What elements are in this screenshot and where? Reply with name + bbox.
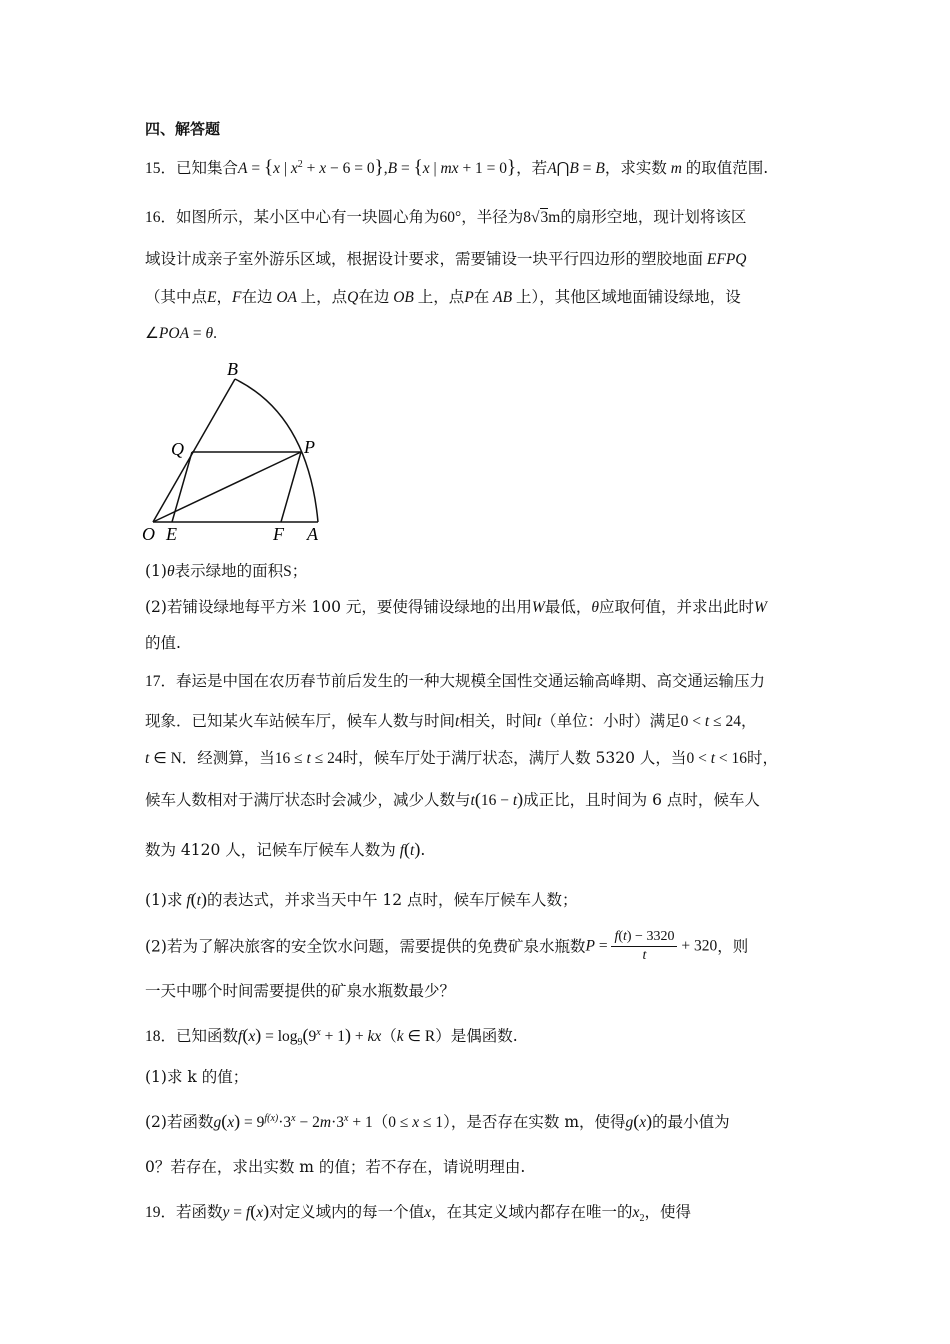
question-17-line-2: 现象．已知某火车站候车厅，候车人数与时间t相关，时间t（单位：小时）满足0 < t ≤ 24， — [145, 712, 757, 730]
question-17-part-1: (1)求 f(t)的表达式，并求当天中午 12 点时，候车厅候车人数； — [145, 889, 578, 909]
question-number: 17． — [145, 673, 177, 690]
question-16-part-1: (1)θ表示绿地的面积S； — [145, 562, 308, 580]
question-18-part-1: (1)求 k 的值； — [145, 1068, 249, 1086]
question-17-part-2-cont: 一天中哪个时间需要提供的矿泉水瓶数最少？ — [145, 982, 456, 1000]
question-15: 15．已知集合A = {x | $x^2 + x - 6 = 0\},B = \{x$ | mx + 1 = 0}，若A⋂B = B，求实数 m 的取值范围. — [145, 157, 769, 178]
label-f: F — [273, 524, 284, 544]
question-number: 18． — [145, 1028, 177, 1045]
question-16-line-4: ∠POA = θ. — [145, 325, 218, 342]
question-16-line-1: 16．如图所示，某小区中心有一块圆心角为60°，半径为8√3m的扇形空地，现计划将该区 — [145, 208, 747, 226]
segment-op — [153, 452, 301, 522]
segment-ob — [153, 379, 235, 522]
question-17-line-1: 17．春运是中国在农历春节前后发生的一种大规模全国性交通运输高峰期、高交通运输压力 — [145, 672, 766, 690]
question-16-line-2: 域设计成亲子室外游乐区域，根据设计要求，需要铺设一块平行四边形的塑胶地面 EFPQ — [145, 250, 747, 268]
question-16-part-2: (2)若铺设绿地每平方米 100 元，要使得铺设绿地的出用W最低，θ应取何值，并求出此时W — [145, 598, 767, 616]
question-17-line-3: t ∈ N．经测算，当16 ≤ t ≤ 24时，候车厅处于满厅状态，满厅人数 5320 人，当0 < t < 16时， — [145, 749, 779, 767]
question-17-line-5: 数为 4120 人，记候车厅候车人数为 f(t). — [145, 839, 426, 859]
label-q: Q — [171, 439, 184, 459]
question-number: 19． — [145, 1204, 177, 1221]
question-17-line-4: 候车人数相对于满厅状态时会减少，减少人数与t(16 − t)成正比，且时间为 6 点时，候车人 — [145, 789, 760, 809]
question-18-part-2-cont: 0？若存在，求出实数 m 的值；若不存在，请说明理由. — [145, 1158, 526, 1176]
question-17-part-2: (2)若为了解决旅客的安全饮水问题，需要提供的免费矿泉水瓶数P = $\frac{f(t) - 3320}{t}$ + 320，则 — [145, 929, 749, 963]
label-p: P — [304, 437, 315, 457]
question-number: 15． — [145, 160, 177, 177]
label-a: A — [307, 524, 318, 544]
question-18-part-2: (2)若函数$g(x) = 9^{f(x)}\cdot 3^x - 2m\cdot 3^x + 1(0 \le x \le 1)$，是否存在实数 m，使得g(x)的最小值为 — [145, 1111, 730, 1131]
question-18-line-1: 18．已知函数$f(x) = \log_9(9^x + 1) + kx(k$ ∈ R）是偶函数. — [145, 1025, 518, 1049]
fraction-p: $\frac{f(t) - 3320}{t}$ — [611, 928, 677, 965]
question-16-part-2-cont: 的值. — [145, 634, 181, 652]
question-19-line-1: 19．若函数y = f(x)对定义域内的每一个值x，在其定义域内都存在唯一的$x_2$，使得 — [145, 1201, 691, 1225]
question-number: 16． — [145, 209, 177, 226]
section-heading: 四、解答题 — [145, 120, 221, 138]
segment-pf — [281, 452, 301, 522]
label-b: B — [227, 359, 238, 379]
sector-figure — [140, 355, 340, 545]
label-e: E — [166, 524, 177, 544]
question-16-line-3: （其中点E，F在边 OA 上，点Q在边 OB 上，点P在 AB 上），其他区域地面铺设绿地，设 — [145, 288, 741, 306]
label-o: O — [142, 524, 155, 544]
